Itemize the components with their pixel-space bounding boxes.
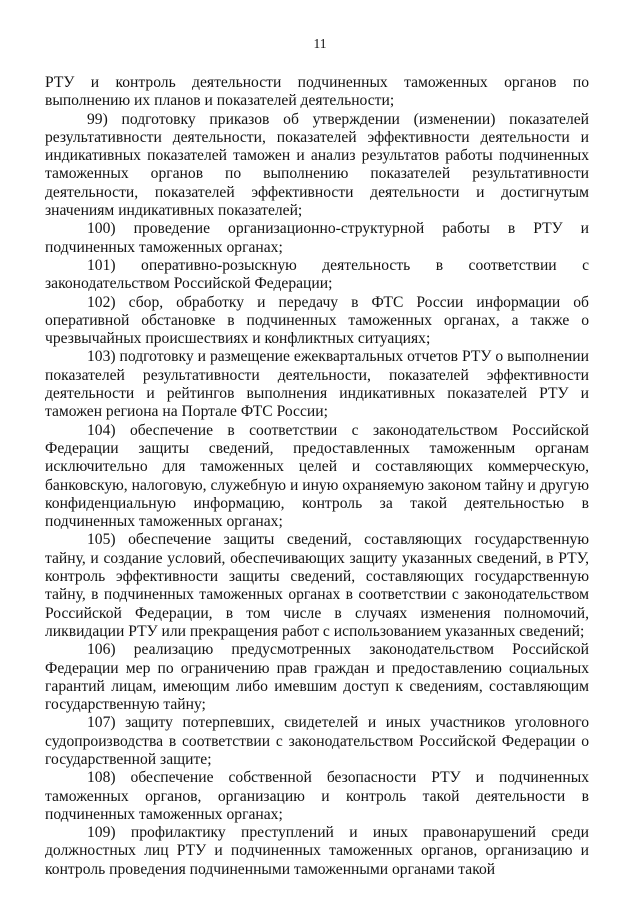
paragraph-item-100: 100) проведение организационно-структурной работы в РТУ и подчиненных таможенных органах; — [45, 220, 589, 256]
paragraph-continuation: РТУ и контроль деятельности подчиненных таможенных органов по выполнению их планов и показателей деятельности; — [45, 74, 589, 110]
paragraph-item-106: 106) реализацию предусмотренных законодательством Российской Федерации мер по ограничению прав граждан и предоставлению социальных гарантий лицам, имеющим либо имевшим доступ к сведениям, составляющим государственную тайну; — [45, 641, 589, 714]
paragraph-item-107: 107) защиту потерпевших, свидетелей и иных участников уголовного судопроизводства в соответствии с законодательством Российской Федерации о государственной защите; — [45, 714, 589, 768]
paragraph-item-105: 105) обеспечение защиты сведений, составляющих государственную тайну, и создание условий, обеспечивающих защиту указанных сведений, в РТУ, контроль эффективности защиты сведений, составляющих государственную тайну, в подчиненных таможенных органах в соответствии с законодательством Российской Федерации, в том числе в случаях изменения полномочий, ликвидации РТУ или прекращения работ с использованием указанных сведений; — [45, 531, 589, 640]
paragraph-item-108: 108) обеспечение собственной безопасности РТУ и подчиненных таможенных органов, организацию и контроль такой деятельности в подчиненных таможенных органах; — [45, 769, 589, 823]
paragraph-item-104: 104) обеспечение в соответствии с законодательством Российской Федерации защиты сведений, предоставленных таможенным органам исключительно для таможенных целей и составляющих коммерческую, банковскую, налоговую, служебную и иную охраняемую законом тайну и другую конфиденциальную информацию, контроль за такой деятельностью в подчиненных таможенных органах; — [45, 421, 589, 531]
paragraph-item-103: 103) подготовку и размещение ежеквартальных отчетов РТУ о выполнении показателей результативности деятельности, показателей эффективности деятельности и рейтингов выполнения индикативных показателей РТУ и таможен региона на Портале ФТС России; — [45, 348, 589, 421]
paragraph-item-102: 102) сбор, обработку и передачу в ФТС России информации об оперативной обстановке в подчиненных таможенных органах, а также о чрезвычайных происшествиях и конфликтных ситуациях; — [45, 293, 589, 348]
paragraph-item-99: 99) подготовку приказов об утверждении (изменении) показателей результативности деятельности, показателей эффективности деятельности и индикативных показателей таможен и анализ результатов работы подчиненных таможенных органов по выполнению показателей результативности деятельности, показателей эффективности деятельности и достигнутым значениям индикативных показателей; — [45, 110, 589, 220]
paragraph-item-101: 101) оперативно-розыскную деятельность в соответствии с законодательством Российской Федерации; — [45, 256, 589, 293]
page-number: 11 — [313, 36, 327, 51]
paragraph-item-109: 109) профилактику преступлений и иных правонарушений среди должностных лиц РТУ и подчиненных таможенных органов, организацию и контроль проведения подчиненными таможенными органами такой — [45, 824, 589, 878]
document-body — [45, 74, 589, 879]
